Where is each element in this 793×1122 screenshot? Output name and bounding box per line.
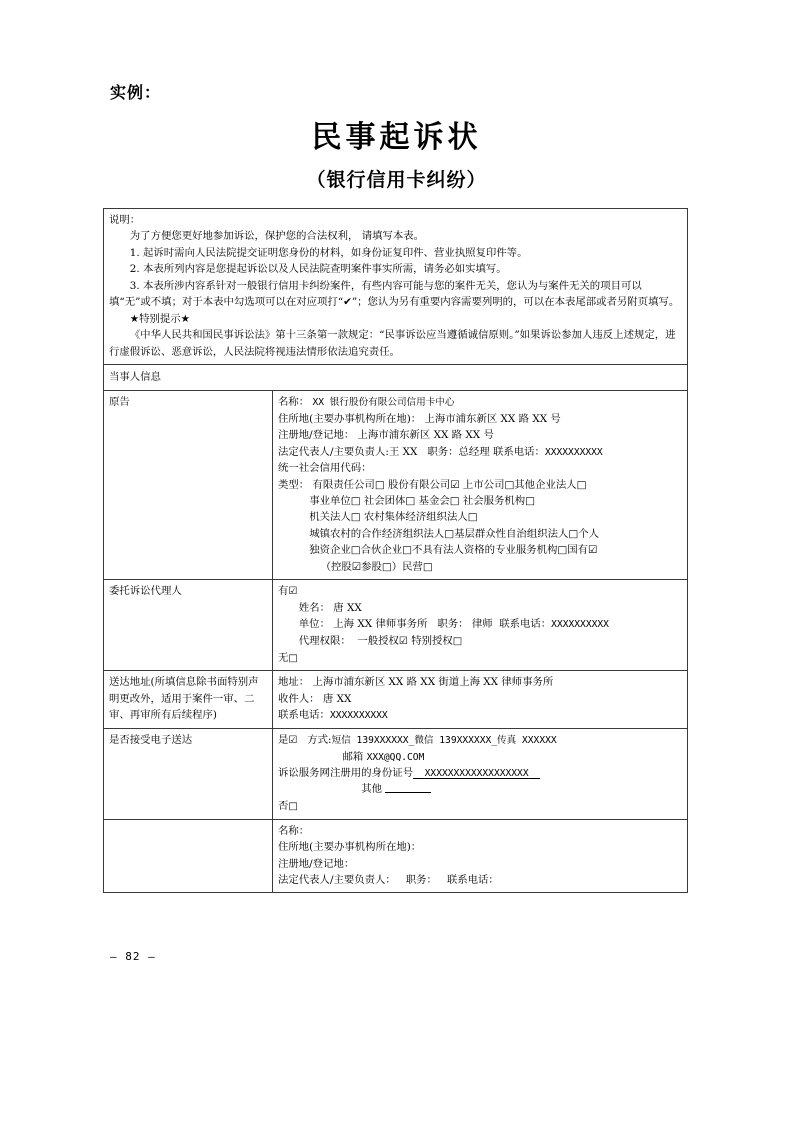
example-label: 实例： <box>110 83 162 102</box>
e-service-details <box>273 728 688 819</box>
plaintiff-address-line <box>278 411 683 427</box>
notes-line-0: 为了方便您更好地参加诉讼，保护您的合法权利， 请填写本表。 <box>129 230 425 243</box>
agent-phone-value: XXXXXXXXXX <box>551 619 609 631</box>
agent-none-line[interactable] <box>278 650 683 667</box>
agent-authority-special-label: 特别授权 <box>411 634 453 647</box>
service-address-line <box>278 674 683 690</box>
e-service-id-value[interactable]: XXXXXXXXXXXXXXXXXX <box>424 768 529 779</box>
e-service-other-label: 其他 <box>361 783 382 796</box>
defendant-legal-rep-line[interactable] <box>278 872 683 888</box>
agent-name-label: 姓名： <box>298 601 330 614</box>
party-info-header: 当事人信息 <box>104 364 688 390</box>
defendant-phone-label: 联系电话： <box>446 873 499 886</box>
plaintiff-type-line-1[interactable]: 类型： 有限责任公司□ 股份有限公司☑ 上市公司□其他企业法人□ <box>278 478 587 491</box>
agent-row <box>104 580 688 671</box>
agent-label: 委托诉讼代理人 <box>104 580 273 671</box>
e-service-id-label: 诉讼服务网注册用的身份证号 <box>278 767 414 779</box>
e-service-label: 是否接受电子送达 <box>104 728 273 819</box>
plaintiff-position-value: 总经理 <box>458 445 490 458</box>
service-address-field-label: 地址： <box>278 676 310 689</box>
checkbox-e-service-yes[interactable]: ☑ <box>288 734 298 746</box>
defendant-blank-label <box>104 819 273 893</box>
service-address-value: 上海市浦东新区 XX 路 XX 街道上海 XX 律师事务所 <box>312 676 554 689</box>
agent-authority-line[interactable] <box>278 633 683 650</box>
plaintiff-type-line-2[interactable]: 事业单位□ 社会团体□ 基金会□ 社会服务机构□ <box>309 495 536 507</box>
defendant-blank-row <box>104 819 688 893</box>
checkbox-e-service-no[interactable]: □ <box>288 800 298 812</box>
notes-line-2: 2. 本表所列内容是您提起诉讼以及人民法院查明案件事实所需，请务必如实填写。 <box>129 263 507 276</box>
agent-firm-line <box>278 616 683 632</box>
plaintiff-address-value: 上海市浦东新区 XX 路 XX 号 <box>424 412 561 425</box>
e-service-method-label: 方式: <box>307 733 332 746</box>
agent-authority-label: 代理权限： <box>298 634 351 647</box>
plaintiff-registration-value: 上海市浦东新区 XX 路 XX 号 <box>357 429 494 442</box>
e-service-row <box>104 728 688 819</box>
plaintiff-legal-rep-line <box>278 444 683 460</box>
defendant-legal-rep-label: 法定代表人/主要负责人： <box>278 873 396 886</box>
service-address-row <box>104 671 688 728</box>
e-service-id-line <box>278 765 683 781</box>
checkbox-agent-none[interactable]: □ <box>288 652 298 664</box>
service-phone-label: 联系电话： <box>278 709 330 722</box>
plaintiff-registration-line <box>278 427 683 443</box>
e-service-no-label: 否 <box>278 799 289 812</box>
plaintiff-legal-rep-value: 王 XX <box>388 445 418 458</box>
plaintiff-type-line-3[interactable]: 机关法人□ 农村集体经济组织法人□ <box>309 511 478 524</box>
defendant-address-label[interactable]: 住所地(主要办事机构所在地)： <box>278 841 422 854</box>
party-info-header-row <box>104 364 688 390</box>
page-title: 民事起诉状 <box>311 120 482 155</box>
agent-has-line[interactable] <box>278 583 683 600</box>
page-subtitle: （银行信用卡纠纷） <box>306 169 487 191</box>
plaintiff-legal-rep-label: 法定代表人/主要负责人: <box>278 445 389 458</box>
plaintiff-registration-label: 注册地/登记地： <box>278 429 355 442</box>
agent-has-label: 有 <box>278 585 289 598</box>
plaintiff-details <box>273 391 688 580</box>
plaintiff-type-line-4[interactable]: 城镇农村的合作经济组织法人□基层群众性自治组织法人□个人 <box>309 527 599 540</box>
e-service-wechat: 微信 139XXXXXX_ <box>414 734 498 746</box>
service-address-details <box>273 671 688 728</box>
service-phone-line <box>278 707 683 723</box>
agent-details <box>273 580 688 671</box>
agent-none-label: 无 <box>278 651 289 664</box>
e-service-sms: 短信 139XXXXXX_ <box>331 734 415 746</box>
plaintiff-name-label: 名称： <box>278 396 310 409</box>
agent-phone-label: 联系电话： <box>499 618 552 631</box>
e-service-email-line <box>278 749 683 765</box>
service-address-label: 送达地址(所填信息除书面特别声明更改外，适用于案件一审、二审、再审所有后续程序) <box>104 671 273 728</box>
e-service-yes-line[interactable] <box>278 732 683 749</box>
service-phone-value: XXXXXXXXXX <box>329 710 388 722</box>
plaintiff-type-line-6[interactable]: （控股☑参股□）民营□ <box>320 560 433 573</box>
plaintiff-type-line-5[interactable]: 独资企业□合伙企业□不具有法人资格的专业服务机构□国有☑ <box>309 544 598 557</box>
agent-position-value: 律师 <box>471 618 493 631</box>
defendant-registration-label[interactable]: 注册地/登记地： <box>278 857 355 870</box>
agent-firm-value: 上海 XX 律师事务所 <box>333 618 428 631</box>
special-tip-heading: ★特别提示★ <box>129 312 190 325</box>
plaintiff-credit-code-line: 统一社会信用代码： <box>278 462 372 475</box>
agent-name-line <box>278 600 683 616</box>
special-tip-body: 《中华人民共和国民事诉讼法》第十三条第一款规定：“民事诉讼应当遵循诚信原则。”如果诉讼参加人违反上述规定，进行虚假诉讼、恶意诉讼，人民法院将视违法情形依法追究责任。 <box>109 329 676 358</box>
page-footer: — 82 — <box>110 950 156 963</box>
service-recipient-line <box>278 691 683 707</box>
agent-firm-label: 单位： <box>298 618 330 631</box>
plaintiff-position-label: 职务： <box>427 445 459 458</box>
civil-complaint-form-table <box>103 208 688 893</box>
defendant-name-label[interactable]: 名称： <box>278 824 310 837</box>
checkbox-authority-special[interactable]: □ <box>452 635 463 647</box>
agent-authority-general-label: 一般授权 <box>357 634 399 647</box>
plaintiff-address-label: 住所地(主要办事机构所在地)： <box>278 412 422 425</box>
agent-position-label: 职务： <box>437 618 469 631</box>
notes-line-1: 1. 起诉时需向人民法院提交证明您身份的材料，如身份证复印件、营业执照复印件等。 <box>129 246 528 259</box>
service-recipient-label: 收件人： <box>278 692 320 705</box>
plaintiff-row <box>104 391 688 580</box>
notes-row <box>104 209 688 365</box>
service-recipient-value: 唐 XX <box>322 692 352 705</box>
notes-heading: 说明： <box>109 214 141 226</box>
notes-cell <box>104 209 688 365</box>
notes-line-3: 3. 本表所涉内容系针对一般银行信用卡纠纷案件，有些内容可能与您的案件无关，您认为与案件无关的项目可以填“无”或不填；对于本表中勾选项可以在对应项打“✔”；您认为另有重要内容需要列明的，可以在本表尾部或者另附页填写。 <box>109 279 680 309</box>
checkbox-agent-has[interactable]: ☑ <box>288 586 298 598</box>
e-service-no-line[interactable] <box>278 798 683 815</box>
plaintiff-phone-label: 联系电话： <box>493 445 545 458</box>
e-service-email-value: XXX@QQ.COM <box>366 751 425 763</box>
defendant-position-label: 职务： <box>405 873 437 886</box>
plaintiff-name-value: XX 银行股份有限公司信用卡中心 <box>312 397 455 409</box>
e-service-other-blank[interactable] <box>385 782 431 793</box>
defendant-blank-details <box>273 819 688 893</box>
plaintiff-label: 原告 <box>104 391 273 580</box>
e-service-fax: 传真 XXXXXX <box>497 734 557 746</box>
plaintiff-phone-value: XXXXXXXXXX <box>544 446 603 458</box>
agent-name-value: 唐 XX <box>333 601 362 614</box>
checkbox-authority-general[interactable]: ☑ <box>398 635 408 647</box>
e-service-email-label: 邮箱 <box>342 750 364 763</box>
plaintiff-name-line <box>278 394 683 410</box>
e-service-yes-label: 是 <box>278 733 289 746</box>
e-service-other-line[interactable] <box>278 781 683 797</box>
